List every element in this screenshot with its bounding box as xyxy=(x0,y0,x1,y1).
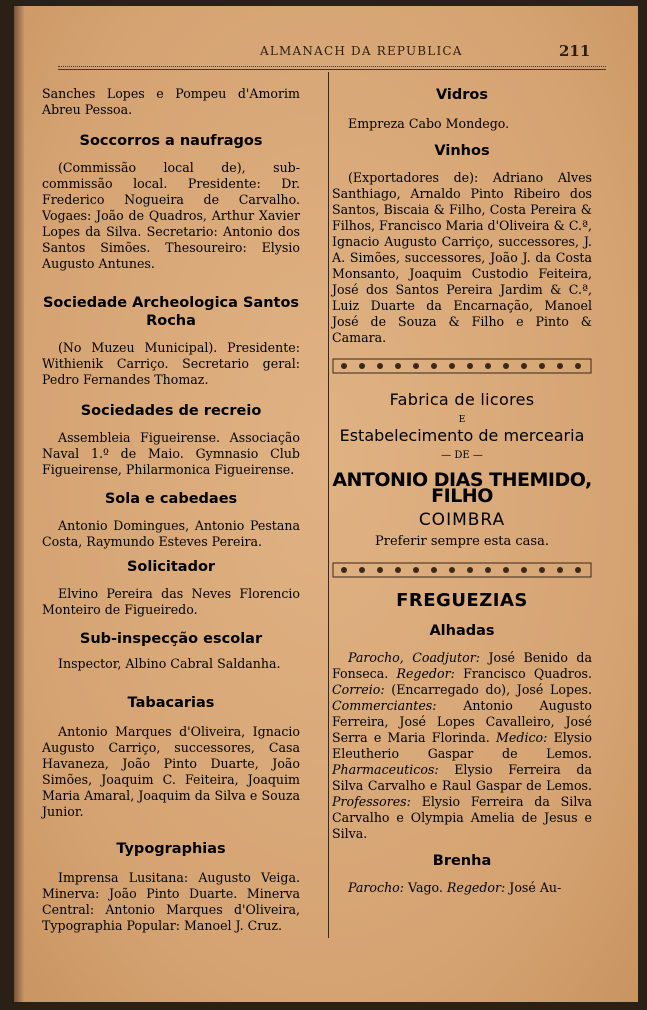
role-label: Parocho: xyxy=(348,880,405,895)
ad-line: — DE — xyxy=(441,450,483,461)
role-label: Medico: xyxy=(496,730,548,745)
section-heading: Brenha xyxy=(432,853,492,869)
ad-line: Preferir sempre esta casa. xyxy=(375,534,549,549)
section-text: Empreza Cabo Mondego. xyxy=(348,116,510,131)
role-label: Professores: xyxy=(332,794,411,809)
role-value: José Benido da Fonseca. xyxy=(332,650,593,681)
section-text: Inspector, Albino Cabral Saldanha. xyxy=(58,656,281,671)
ad-line: Estabelecimento de mercearia xyxy=(339,426,585,445)
section-text: (No Muzeu Municipal). Presidente: Withienik Carriço. Secretario geral: Pedro Fernandes Thomaz. xyxy=(42,340,300,387)
section-heading: Alhadas xyxy=(429,623,495,639)
advertisement xyxy=(332,392,592,550)
role-label: Regedor: xyxy=(446,880,506,895)
ad-city: COIMBRA xyxy=(418,510,506,530)
role-value: Elysio Eleutherio Gaspar de Lemos. xyxy=(332,730,592,761)
role-value: (Encarregado do), José Lopes. xyxy=(384,682,592,697)
role-value: Vago. xyxy=(404,880,447,895)
role-label: Regedor: xyxy=(396,666,455,681)
section-heading: Vinhos xyxy=(434,143,490,159)
ornamental-border xyxy=(332,358,592,374)
ad-company-name: ANTONIO DIAS THEMIDO, FILHO xyxy=(332,469,592,507)
section-heading: Sociedade Archeologica Santos Rocha xyxy=(42,295,300,329)
section-heading: Sub-inspecção escolar xyxy=(79,631,263,647)
role-value: Francisco Quadros. xyxy=(454,666,592,681)
section-text: (Exportadores de): Adriano Alves Santhiago, Arnaldo Pinto Ribeiro dos Santos, Biscaia & Filho, Costa Pereira & Filhos, Francisco Maria d'Oliveira & C.ª, Ignacio Augusto Carriço, successores, J. A. Simões, successores, João J. da Costa Monsanto, Joaquim Custodio Feiteira, José dos Santos Pereira Jardim & C.ª, Luiz Duarte da Encarnação, Manoel José de Souza & Filho e Pinto & Camara. xyxy=(332,170,592,345)
section-heading: Tabacarias xyxy=(127,695,215,711)
page-number: 211 xyxy=(559,42,591,60)
section-text xyxy=(332,650,592,842)
section-heading: Soccorros a naufragos xyxy=(79,133,263,149)
ad-line: E xyxy=(458,415,466,425)
section-text: (Commissão local de), sub-commissão local. Presidente: Dr. Frederico Nogueira de Carvalho. Vogaes: João de Quadros, Arthur Xavier Lopes da Silva. Secretario: Antonio dos Santos Simões. Thesoureiro: Elysio Augusto Antunes. xyxy=(42,160,300,271)
book-spine xyxy=(14,6,24,1002)
left-column xyxy=(42,86,300,934)
running-header: ALMANACH DA REPUBLICA xyxy=(260,44,463,58)
role-label: Pharmaceuticos: xyxy=(332,762,439,777)
section-text: Assembleia Figueirense. Associação Naval 1.º de Maio. Gymnasio Club Figueirense, Philarmonica Figueirense. xyxy=(42,430,300,477)
right-column xyxy=(332,86,592,896)
intro-text: Sanches Lopes e Pompeu d'Amorim Abreu Pessoa. xyxy=(42,86,300,117)
role-value: Elysio Ferreira da Silva Carvalho e Raul Gaspar de Lemos. xyxy=(332,762,592,793)
ad-line: Fabrica de licores xyxy=(389,390,535,409)
role-value: José Au- xyxy=(505,880,562,895)
role-label: Parocho, Coadjutor: xyxy=(348,650,480,665)
role-value: Antonio Augusto Ferreira, José Lopes Cavalleiro, José Serra e Maria Florinda. xyxy=(332,698,592,745)
section-text: Antonio Marques d'Oliveira, Ignacio Augusto Carriço, successores, Casa Havaneza, João Pinto Duarte, João Simões, Joaquim C. Feiteira, Joaquim Maria Amaral, Joaquim da Silva e Souza Junior. xyxy=(42,724,300,819)
section-heading: Vidros xyxy=(435,87,489,103)
role-label: Correio: xyxy=(332,682,385,697)
section-heading: Solicitador xyxy=(126,559,216,575)
role-label: Commerciantes: xyxy=(332,698,437,713)
header-rule xyxy=(58,66,606,70)
role-value: Elysio Ferreira da Silva Carvalho e Olympia Amelia de Jesus e Silva. xyxy=(332,794,592,841)
column-divider xyxy=(328,72,329,938)
section-heading: Sola e cabedaes xyxy=(104,491,238,507)
section-text xyxy=(332,880,592,896)
section-heading: Typographias xyxy=(116,841,226,857)
section-text: Elvino Pereira das Neves Florencio Monteiro de Figueiredo. xyxy=(42,586,300,617)
section-title: FREGUEZIAS xyxy=(396,590,528,611)
section-heading: Sociedades de recreio xyxy=(80,403,262,419)
section-text: Antonio Domingues, Antonio Pestana Costa, Raymundo Esteves Pereira. xyxy=(42,518,300,549)
ornamental-border xyxy=(332,562,592,578)
section-text: Imprensa Lusitana: Augusto Veiga. Minerva: João Pinto Duarte. Minerva Central: Antonio Marques d'Oliveira, Typographia Popular: Manoel J. Cruz. xyxy=(42,870,300,933)
